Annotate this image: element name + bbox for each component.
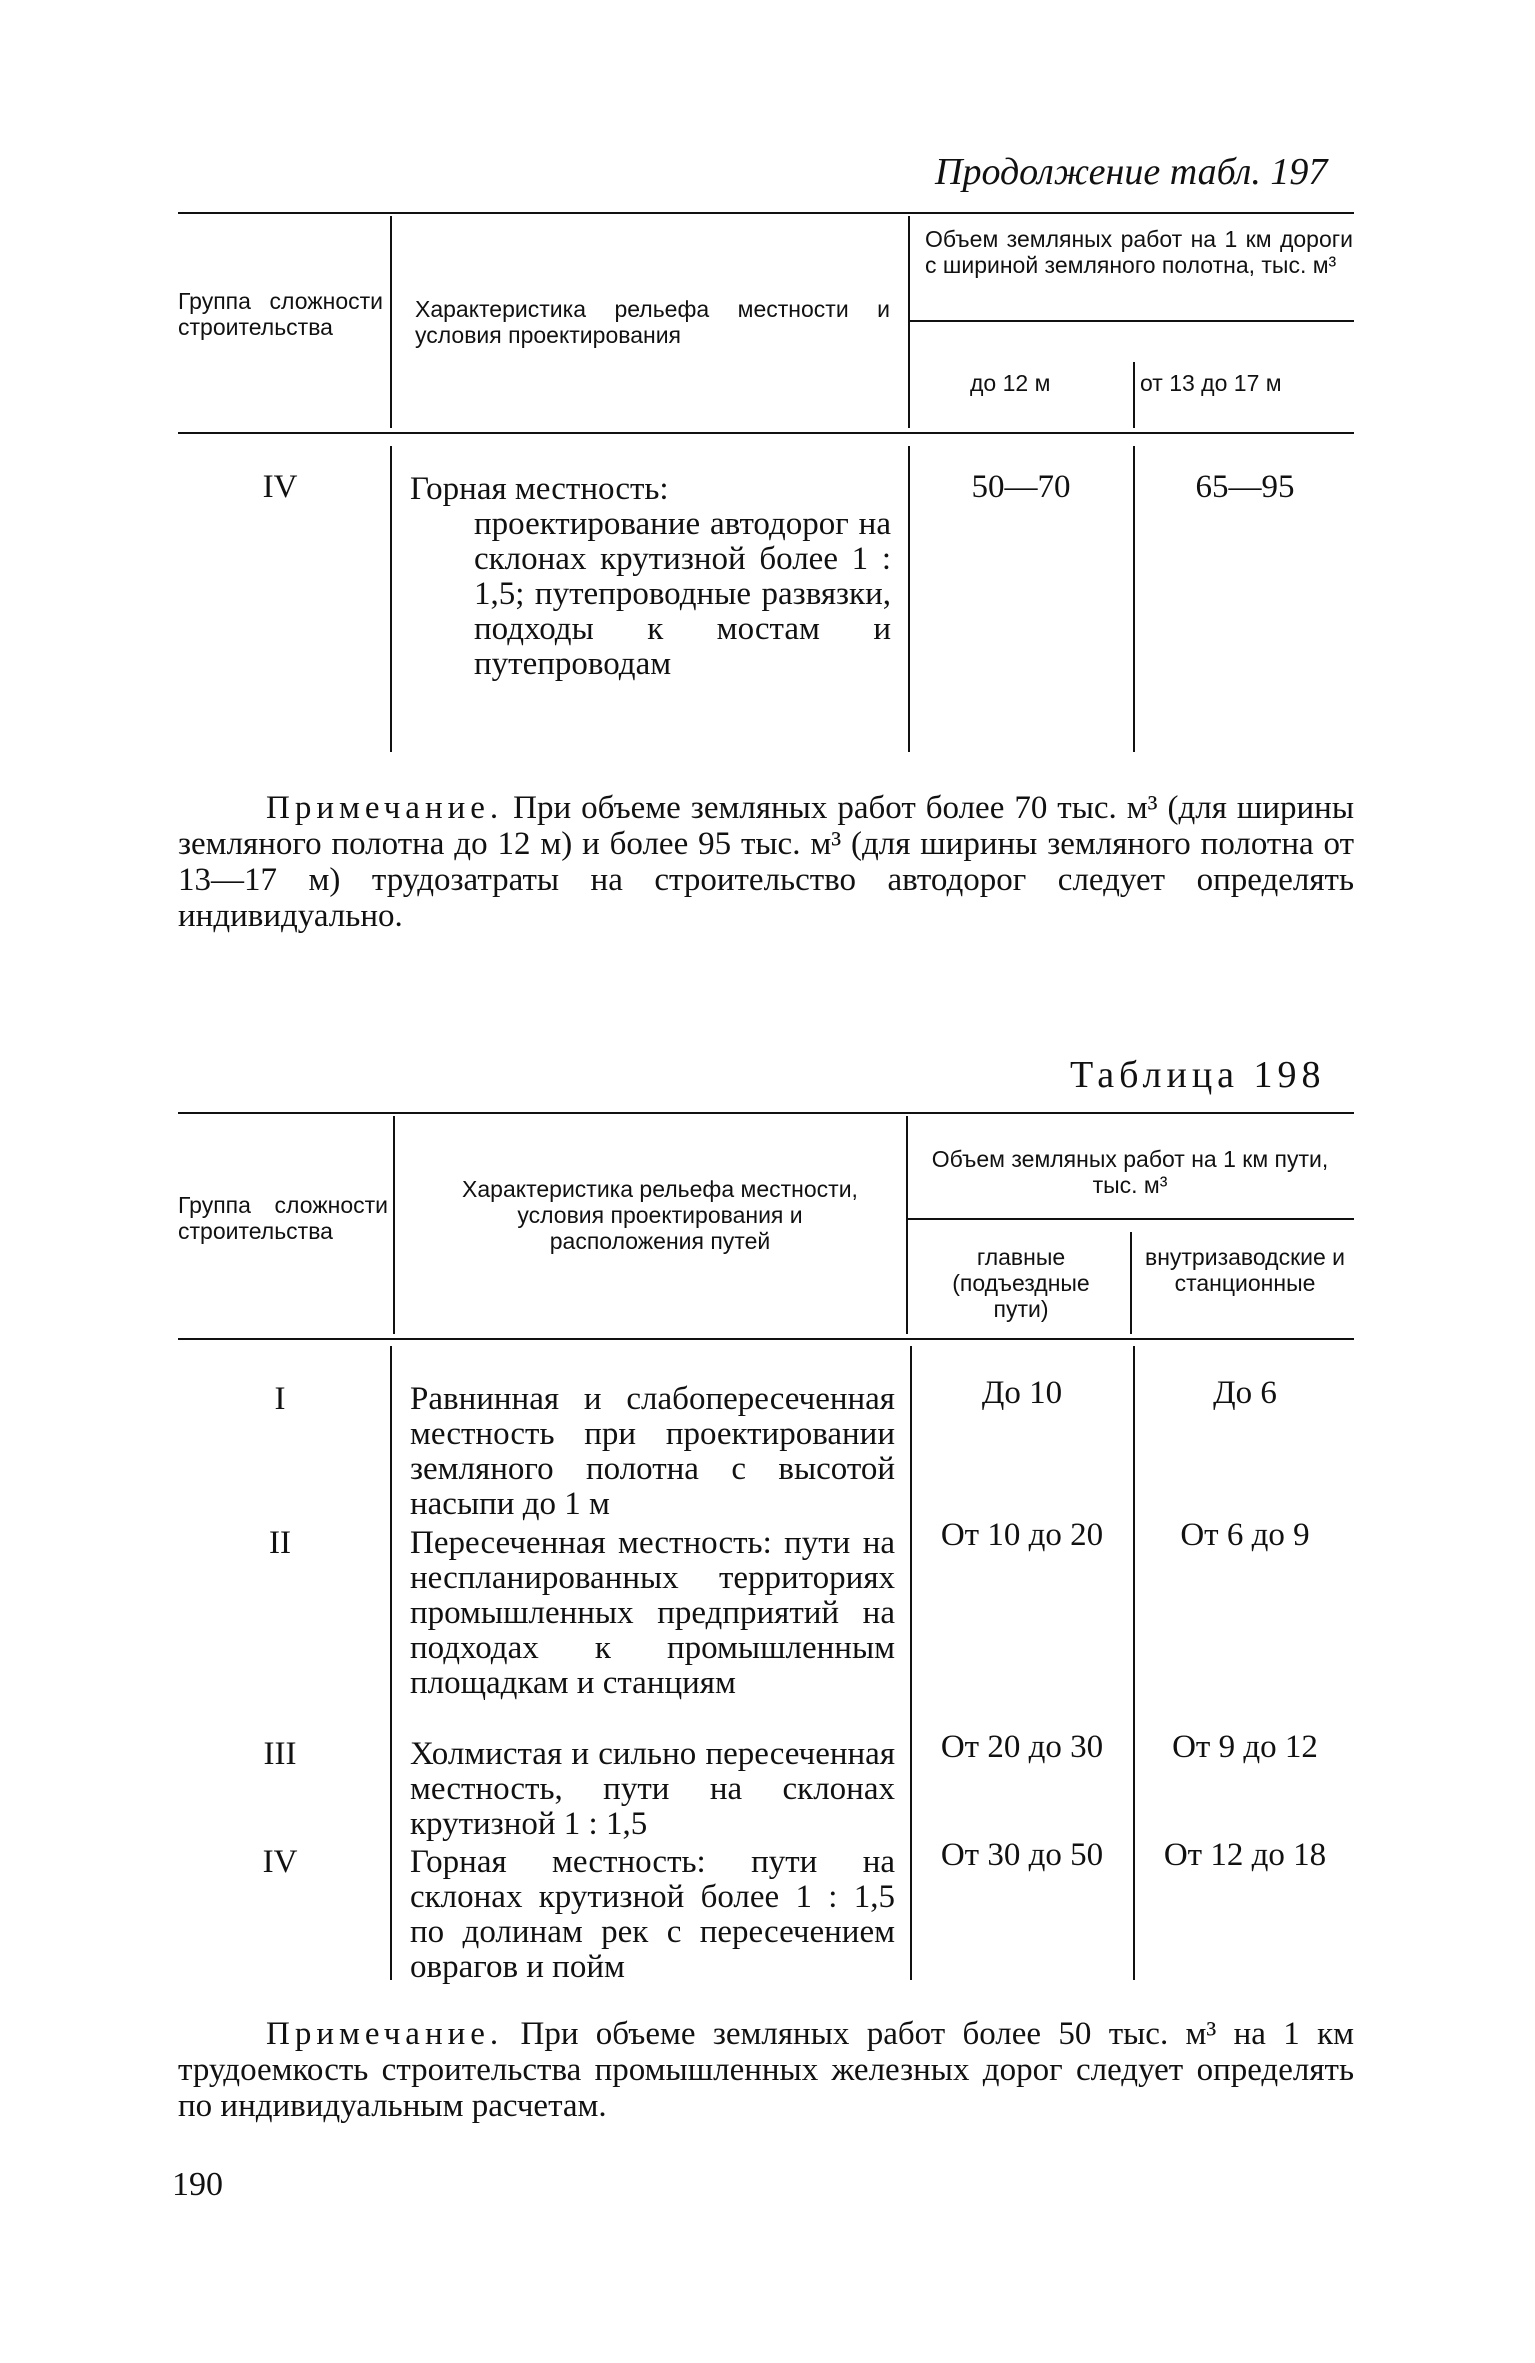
table-198-body-divider-3 — [1133, 1346, 1135, 1980]
table-198-top-rule — [178, 1112, 1354, 1114]
table-198-header-relief: Характеристика рельефа местности, условия проектирования и расположения путей — [462, 1176, 858, 1254]
table-198-header-rule — [178, 1338, 1354, 1340]
table-198-row-value-b: От 12 до 18 — [1163, 1837, 1327, 1873]
table-198-header-volume: Объем земляных работ на 1 км пути, тыс. м³ — [931, 1146, 1329, 1198]
table-197-note-label: Примечание. — [266, 790, 504, 826]
table-197-col-divider-3 — [1133, 362, 1135, 428]
table-198-row-value-a: От 20 до 30 — [940, 1729, 1104, 1765]
page-number: 190 — [172, 2166, 223, 2203]
table-198-col-divider-3 — [1130, 1232, 1132, 1334]
table-197-header-col-b: от 13 до 17 м — [1140, 370, 1282, 396]
table-197-header-relief: Характеристика рельефа местности и условия проектирования — [415, 296, 890, 348]
table-197-header-volume: Объем земляных работ на 1 км дороги с шириной земляного полотна, тыс. м³ — [925, 226, 1353, 278]
table-197-row-title: Горная местность: — [410, 471, 669, 507]
table-198-note-label: Примечание. — [266, 2016, 504, 2052]
table-198-col-divider-1 — [393, 1116, 395, 1334]
table-198-row-group: IV — [262, 1844, 298, 1880]
table-198-header-col-a: главные (подъездные пути) — [952, 1244, 1090, 1322]
table-198-row-value-b: От 9 до 12 — [1172, 1729, 1318, 1765]
table-198-row-value-b: До 6 — [1213, 1375, 1277, 1411]
table-198-row-group: III — [263, 1736, 297, 1772]
table-197-row-value-a: 50—70 — [971, 469, 1071, 505]
table-197-top-rule — [178, 212, 1354, 214]
table-198-subheader-rule — [908, 1218, 1354, 1220]
table-198-row-text: Пересеченная местность: пути на неспланированных территориях промышленных предприятий на подходах к промышленным площадкам и станциям — [410, 1525, 895, 1701]
table-198-row-group: I — [274, 1381, 286, 1417]
table-198-row-value-a: От 10 до 20 — [940, 1517, 1104, 1553]
table-197-header-group: Группа сложности строительства — [178, 288, 383, 340]
table-198-row-text: Холмистая и сильно пересеченная местность, пути на склонах крутизной 1 : 1,5 — [410, 1736, 895, 1842]
table-197-note-text: При объеме земляных работ более 70 тыс. м³ (для ширины земляного полотна до 12 м) и более 95 тыс. м³ (для ширины земляного полотна от 13—17 м) трудозатраты на строительство автодорог следует определять индивидуально. — [178, 790, 1354, 934]
table-198-row-text: Горная местность: пути на склонах крутизной более 1 : 1,5 по долинам рек с пересечением оврагов и пойм — [410, 1844, 895, 1985]
table-198-row-group: II — [269, 1525, 291, 1561]
table-197-row-text: проектирование автодорог на склонах крутизной более 1 : 1,5; путепроводные развязки, подходы к мостам и путепроводам — [474, 506, 891, 682]
table-198-row-value-a: От 30 до 50 — [940, 1837, 1104, 1873]
table-198-note — [178, 2016, 1354, 2124]
table-198-header-col-b: внутризаводские и станционные — [1144, 1244, 1346, 1296]
table-198-body-divider-2 — [910, 1346, 912, 1980]
table-198-col-divider-2 — [906, 1116, 908, 1334]
table-197-header-col-a: до 12 м — [970, 370, 1051, 396]
table-198-note-text: При объеме земляных работ более 50 тыс. м³ на 1 км трудоемкость строительства промышленных железных дорог следует определять по индивидуальным расчетам. — [178, 2016, 1354, 2124]
table-197-subheader-rule — [910, 320, 1354, 322]
table-198-header-group: Группа сложности строительства — [178, 1192, 388, 1244]
table-197-header-rule — [178, 432, 1354, 434]
table-198-row-text: Равнинная и слабопересеченная местность при проектировании земляного полотна с высотой насыпи до 1 м — [410, 1381, 895, 1522]
table-197-col-divider-1 — [390, 216, 392, 428]
table-197-note — [178, 790, 1354, 934]
table-197-row-group: IV — [262, 469, 298, 505]
table-198-row-value-b: От 6 до 9 — [1180, 1517, 1310, 1553]
table-197-body-divider-1 — [390, 446, 392, 752]
table-198-caption: Таблица 198 — [1070, 1054, 1326, 1096]
table-197-caption: Продолжение табл. 197 — [935, 151, 1328, 193]
table-197-col-divider-2 — [908, 216, 910, 428]
table-197-row-value-b: 65—95 — [1195, 469, 1295, 505]
table-198-row-value-a: До 10 — [981, 1375, 1063, 1411]
table-198-body-divider-1 — [390, 1346, 392, 1980]
